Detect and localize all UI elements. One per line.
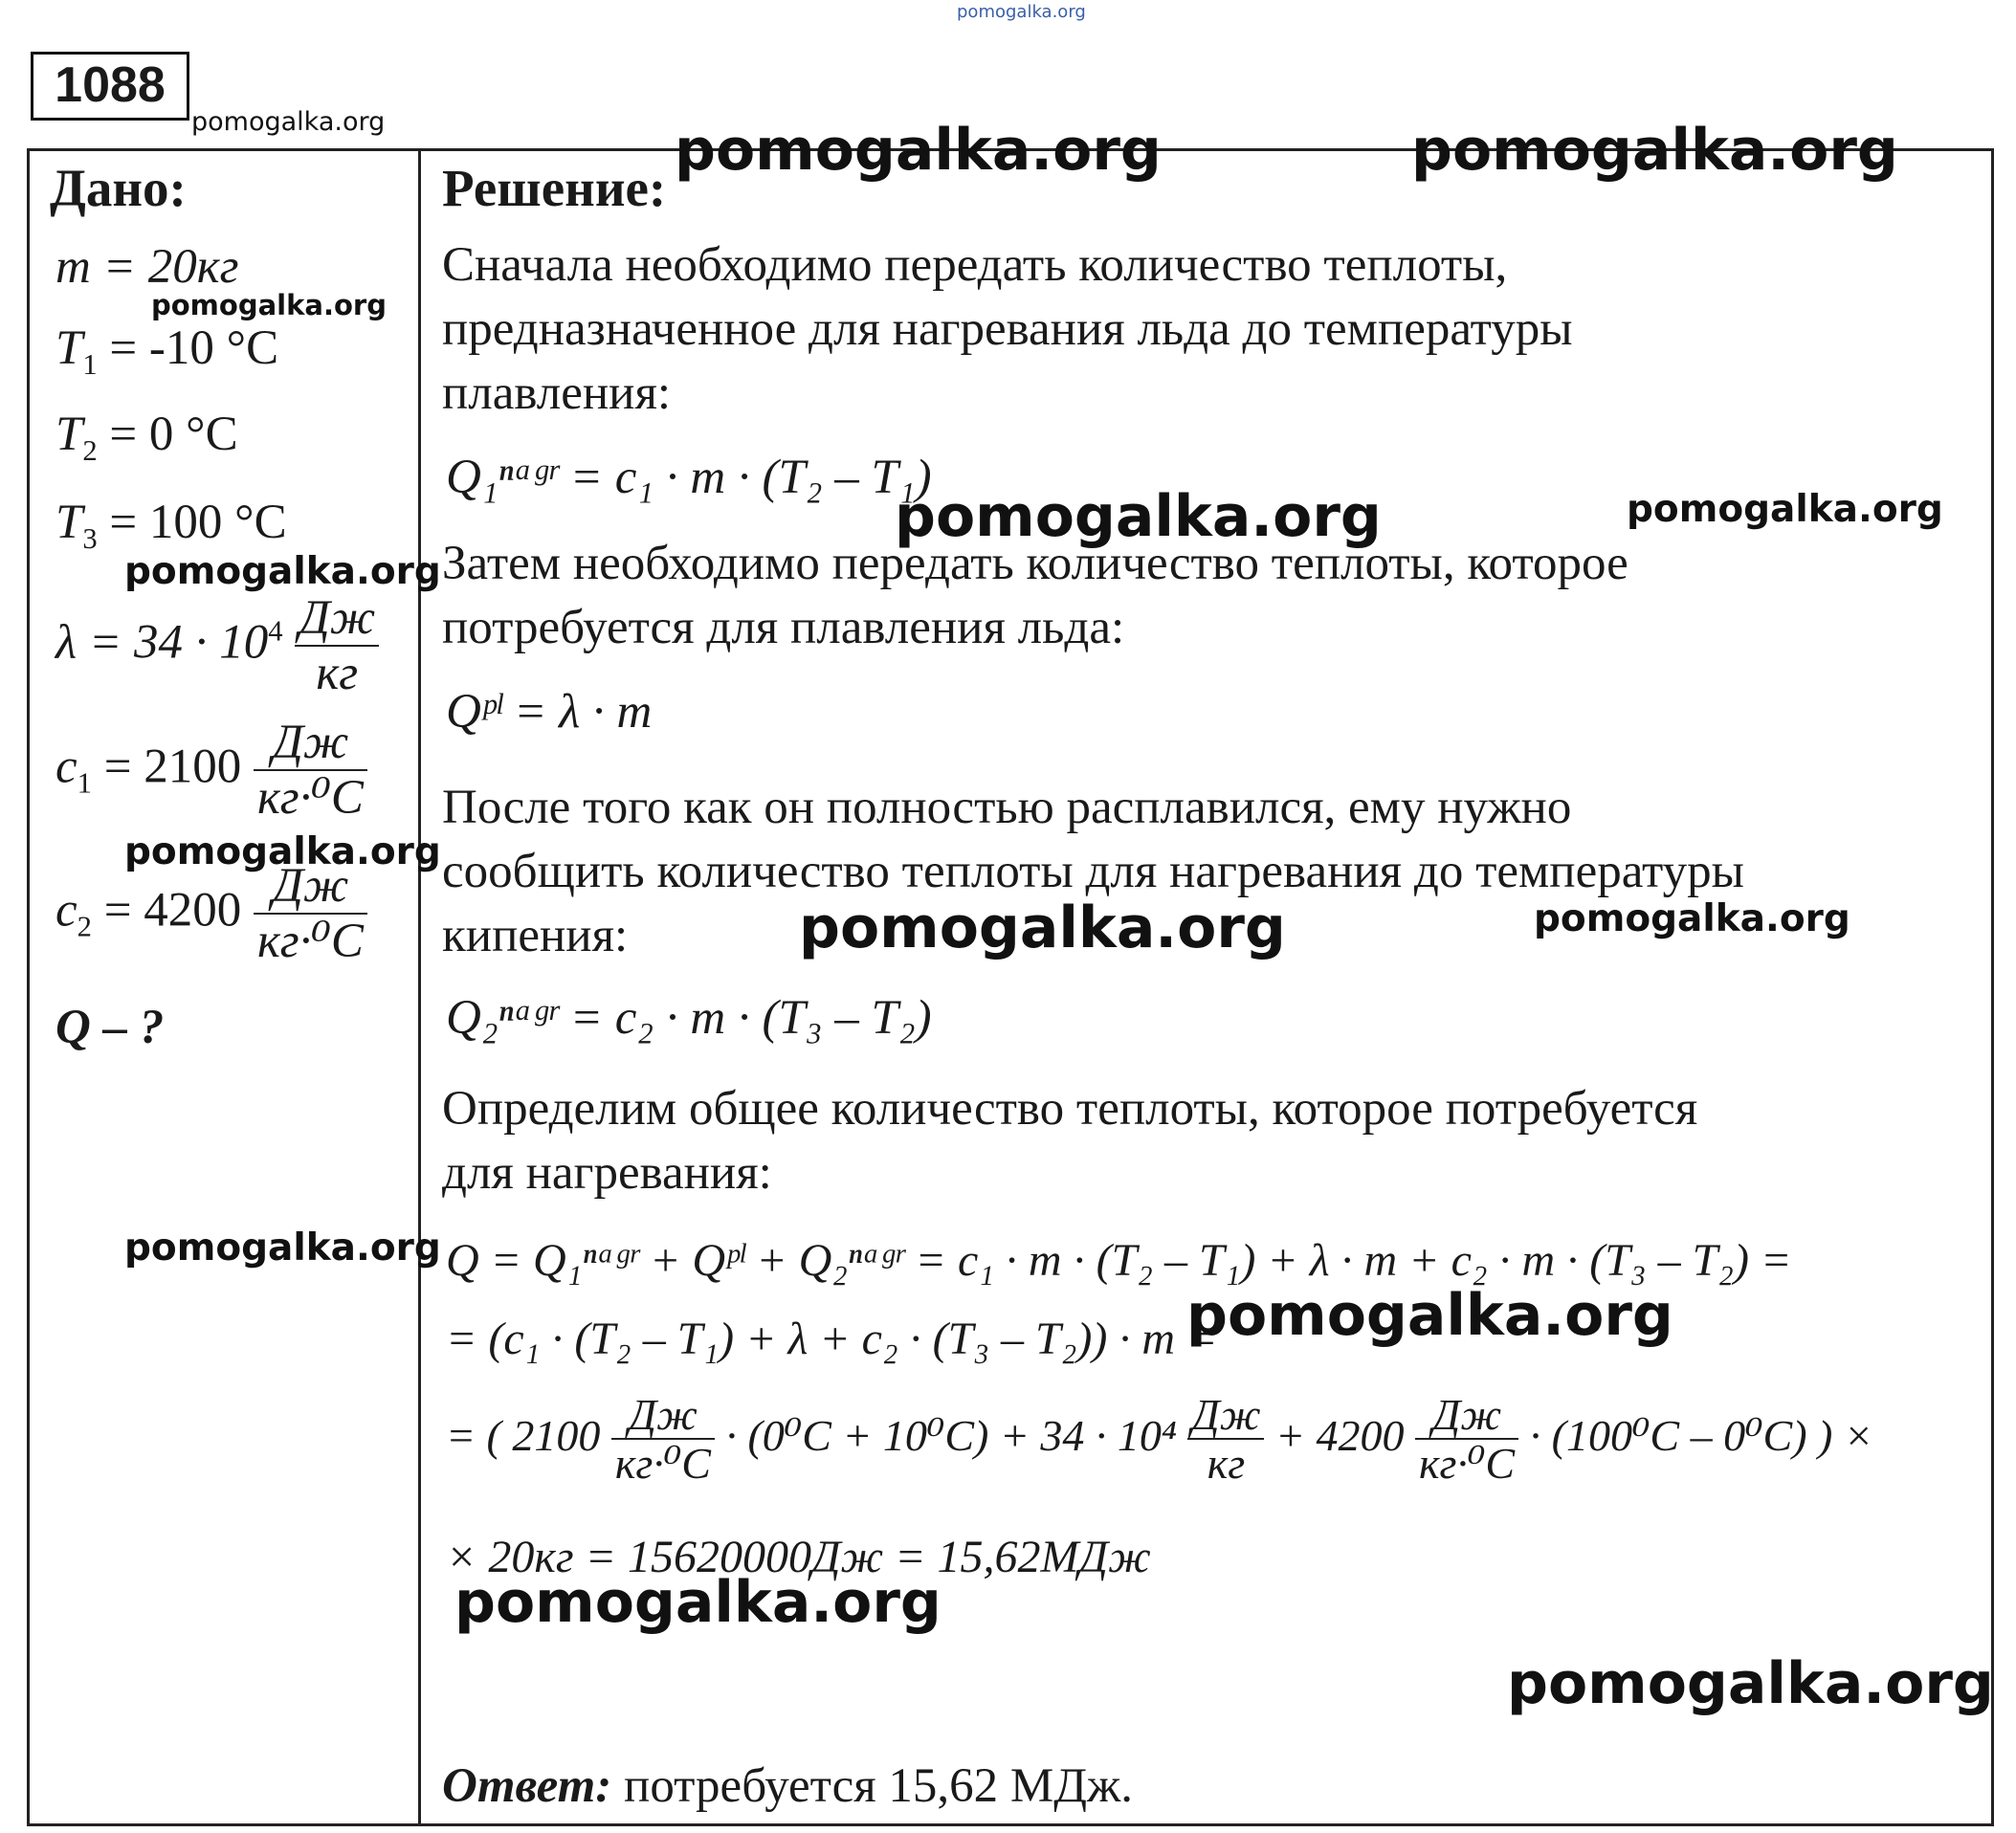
formula-total-line3: = ( 2100 $\frac{Дж}{\text{кг·⁰C}}$ · (0⁰C + 10⁰C) + 34 · 10⁴ $\frac{Дж}{кг}$ + 4200 $\frac{Дж}{\text{кг·⁰C}}$ · (100⁰C – 0⁰C) ) × — [446, 1390, 1873, 1489]
watermark-11: pomogalka.org — [1186, 1282, 1673, 1349]
given-lambda: $\lambda = 34 \cdot 10^4$ $\frac{Дж}{кг}$ — [55, 593, 379, 700]
problem-number: 1088 — [31, 52, 189, 121]
given-t2: $T_2 = 0$ °C — [55, 408, 238, 468]
watermark-4: pomogalka.org — [895, 483, 1382, 550]
watermark-5: pomogalka.org — [1627, 488, 1943, 531]
given-m: m = 20кг — [55, 240, 239, 294]
para4-line1: Определим общее количество теплоты, которое потребуется — [442, 1082, 1698, 1136]
given-c2: $c_2 = 4200$ $\frac{Дж}{\text{кг·⁰C}}$ — [55, 861, 367, 968]
para2-line2: потребуется для плавления льда: — [442, 601, 1125, 654]
para3-line3: кипения: — [442, 909, 629, 962]
watermark-3: pomogalka.org — [151, 289, 387, 321]
watermark-top: pomogalka.org — [957, 2, 1086, 22]
solution-header: Решение: — [442, 159, 667, 217]
formula-total-line2: = (c₁ · (T₂ – T₁) + λ + c₂ · (T₃ – T₂)) · m = — [446, 1314, 1218, 1364]
given-header: Дано: — [50, 159, 187, 217]
given-find: Q – ? — [55, 1001, 165, 1054]
para1-line3: плавления: — [442, 366, 672, 420]
para1-line1: Сначала необходимо передать количество теплоты, — [442, 238, 1508, 292]
answer: Ответ: потребуется 15,62 МДж. — [442, 1759, 1134, 1813]
watermark-8: pomogalka.org — [799, 894, 1286, 961]
given-t1: $T_1 = -10$ °C — [55, 321, 279, 382]
para2-line1: Затем необходимо передать количество теплоты, которое — [442, 537, 1628, 590]
watermark-13: pomogalka.org — [1507, 1650, 1994, 1717]
watermark-9: pomogalka.org — [1534, 897, 1850, 940]
para3-line1: После того как он полностью расплавился, ему нужно — [442, 781, 1572, 834]
formula-q2: Q₂ⁿᵃᵍʳ = c₂ · m · (T₃ – T₂) — [446, 991, 932, 1045]
given-t3: $T_3 = 100$ °C — [55, 496, 287, 556]
formula-qpl: Qᵖˡ = λ · m — [446, 685, 653, 739]
given-c1: $c_1 = 2100$ $\frac{Дж}{\text{кг·⁰C}}$ — [55, 718, 367, 825]
watermark-12: pomogalka.org — [454, 1569, 942, 1636]
para4-line2: для нагревания: — [442, 1146, 772, 1200]
formula-total-line1: Q = Q₁ⁿᵃᵍʳ + Qᵖˡ + Q₂ⁿᵃᵍʳ = c₁ · m · (T₂ – T₁) + λ · m + c₂ · m · (T₃ – T₂) = — [446, 1235, 1792, 1286]
para3-line2: сообщить количество теплоты для нагревания до температуры — [442, 845, 1744, 898]
formula-total-line4: × 20кг = 15620000Дж = 15,62МДж — [446, 1532, 1151, 1582]
formula-q1: Q₁ⁿᵃᵍʳ = c₁ · m · (T₂ – T₁) — [446, 451, 932, 504]
watermark-small: pomogalka.org — [191, 107, 386, 137]
watermark-10: pomogalka.org — [124, 1226, 441, 1270]
watermark-6: pomogalka.org — [124, 550, 441, 593]
watermark-2: pomogalka.org — [1411, 117, 1898, 184]
para1-line2: предназначенное для нагревания льда до температуры — [442, 302, 1573, 356]
watermark-7: pomogalka.org — [124, 830, 441, 873]
watermark-1: pomogalka.org — [675, 117, 1162, 184]
column-divider — [418, 148, 421, 1823]
